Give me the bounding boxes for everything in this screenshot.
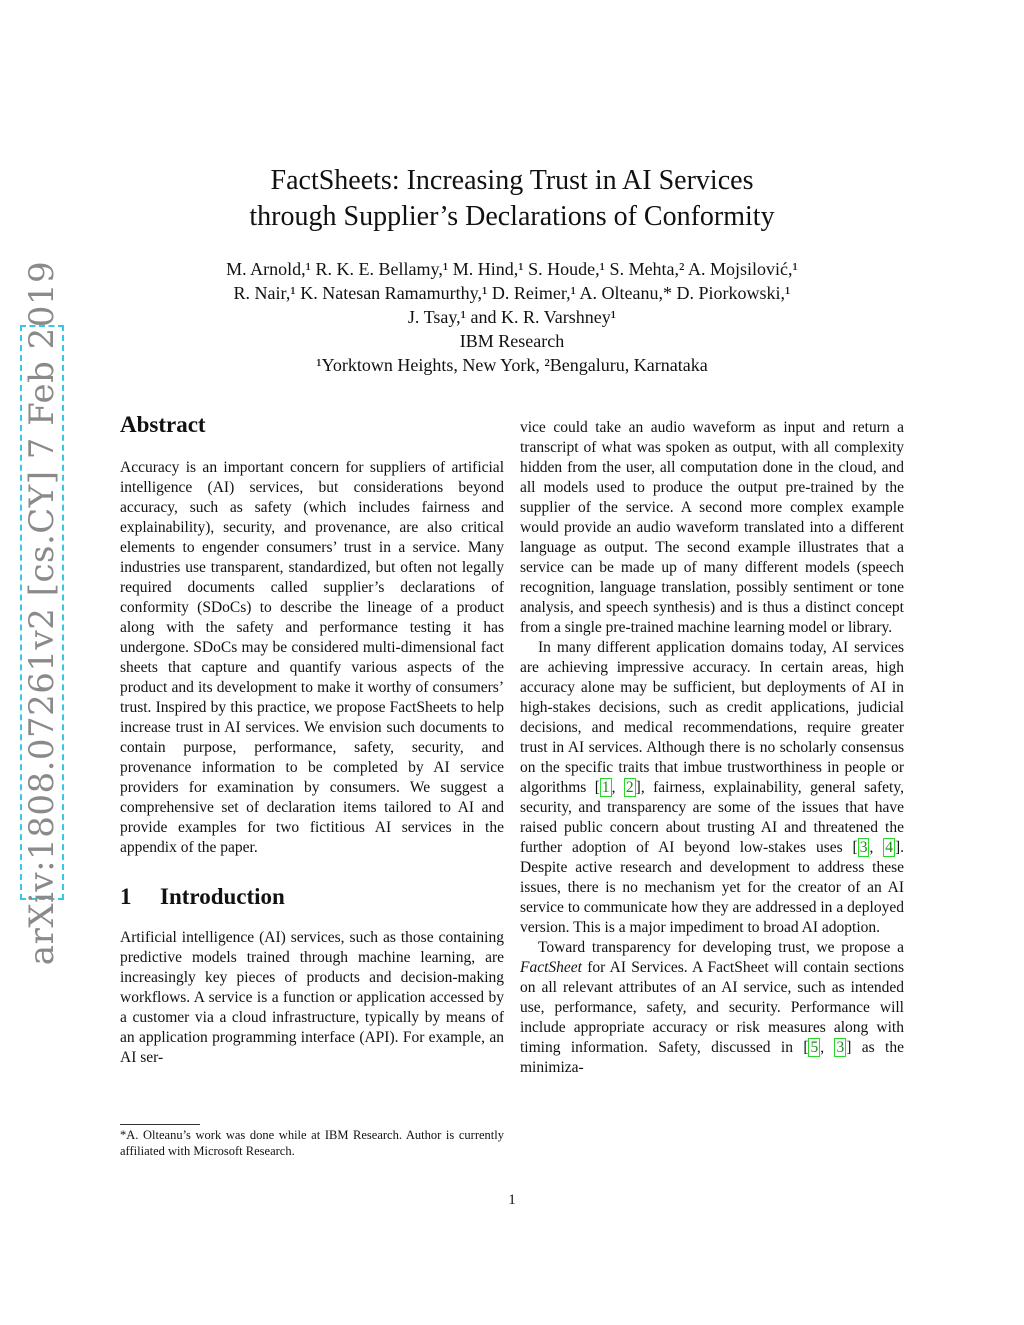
citation-link[interactable]: 1	[601, 779, 610, 796]
p2-text-b: , fairness, explainability, general safety, security, and transparency are some of the issues that have raised public concern about trusting AI and threatened the further adoption of AI beyond low-stakes uses	[520, 779, 904, 856]
intro-paragraph-1: Artificial intelligence (AI) services, such as those containing predictive models trained through machine learning, are increasingly key pieces of products and decision-making workflows. A service is a function or application accessed by a customer via a cloud infrastructure, typically by means of an application programming interface (API). For example, an AI ser-	[120, 929, 504, 1066]
page-number: 1	[508, 1192, 516, 1208]
section-number: 1	[120, 884, 132, 909]
citation-link[interactable]: 3	[836, 1039, 845, 1056]
title-line-1: FactSheets: Increasing Trust in AI Services	[270, 165, 754, 196]
affiliations: ¹Yorktown Heights, New York, ²Bengaluru, Karnataka	[316, 355, 708, 375]
right-paragraph-3: Toward transparency for developing trust, we propose a FactSheet for AI Services. A FactSheet will contain sections on all relevant attributes of an AI service, such as intended use, performance, safety, and security. Performance will include appropriate accuracy or risk measures along with timing information. Safety, discussed in [ 5 , 3 ] as the minimiza-	[520, 939, 904, 1076]
arxiv-identifier-stamp[interactable]	[20, 260, 64, 965]
intro-heading	[120, 882, 504, 912]
authors-line-1: M. Arnold,¹ R. K. E. Bellamy,¹ M. Hind,¹ S. Houde,¹ S. Mehta,² A. Mojsilović,¹	[226, 259, 798, 279]
citation-link[interactable]: 3	[859, 839, 868, 856]
abstract-heading: Abstract	[120, 412, 206, 437]
citation-link[interactable]: 5	[810, 1039, 819, 1056]
abstract-text: Accuracy is an important concern for suppliers of artificial intelligence (AI) services, but considerations beyond accuracy, such as safety (which includes fairness and explainability), security, and provenance, are also critical elements to engender consumers’ trust in a service. Many industries use transparent, standardized, but often not legally required documents called supplier’s declarations of conformity (SDoCs) to describe the lineage of a product along with the safety and performance testing it has undergone. SDoCs may be considered multi-dimensional fact sheets that capture and quantify various aspects of the product and its development to make it worthy of consumers’ trust. Inspired by this practice, we propose FactSheets to help increase trust in AI services. We envision such documents to contain purpose, performance, safety, security, and provenance information to be completed by AI service providers for examination by consumers. We suggest a comprehensive set of declaration items tailored to AI and provide examples for two fictitious AI services in the appendix of the paper.	[120, 459, 504, 856]
authors-line-2: R. Nair,¹ K. Natesan Ramamurthy,¹ D. Reimer,¹ A. Olteanu,* D. Piorkowski,¹	[233, 283, 791, 303]
p2-text-a: In many different application domains today, AI services are achieving impressive accuracy. In certain areas, high accuracy alone may be sufficient, but deployments of AI in high-stakes decisions, such as credit applications, judicial decisions, and medical recommendations, require greater trust in AI services. Although there is no scholarly consensus on the specific traits that imbue trustworthiness in people or algorithms	[520, 639, 904, 796]
footnote: *A. Olteanu’s work was done while at IBM Research. Author is currently affiliated with Microsoft Research.	[120, 1128, 504, 1158]
right-paragraph-2: In many different application domains today, AI services are achieving impressive accuracy. In certain areas, high accuracy alone may be sufficient, but deployments of AI in high-stakes decisions, such as credit applications, judicial decisions, and medical recommendations, require greater trust in AI services. Although there is no scholarly consensus on the specific traits that imbue trustworthiness in people or algorithms [ 1 , 2 ], fairness, explainability, general safety, security, and transparency are some of the issues that have raised public concern about trusting AI and threatened the further adoption of AI beyond low-stakes uses [ 3 , 4 ]. Despite active research and development to address these issues, there is no mechanism yet for the creator of an AI service to communicate how they are addressed in a deployed version. This is a major impediment to broad AI adoption.	[520, 639, 904, 936]
organization: IBM Research	[459, 331, 565, 351]
p2-text-c: . Despite active research and development to address these issues, there is no mechanism yet for the creator of an AI service to communicate how they are addressed in a deployed version. This is a major impediment to broad AI adoption.	[520, 839, 904, 936]
citation-link[interactable]: 2	[625, 779, 634, 796]
title-line-2: through Supplier’s Declarations of Conformity	[249, 201, 775, 232]
left-column	[120, 410, 504, 1068]
right-paragraph-1: vice could take an audio waveform as input and return a transcript of what was spoken as output, with all complexity hidden from the user, all computation done in the cloud, and all models used to produce the output pre-trained by the supplier of the service. A second more complex example would provide an audio waveform translated into a different language as output. The second example illustrates that a service can be made up of many different models (speech recognition, language translation, possibly sentiment or tone analysis, and speech synthesis) and is thus a distinct concept from a single pre-trained machine learning model or library.	[520, 419, 904, 636]
p3-text-a: Toward transparency for developing trust, we propose a	[538, 939, 904, 956]
paper-title	[120, 163, 904, 235]
authors-line-3: J. Tsay,¹ and K. R. Varshney¹	[407, 307, 617, 327]
citation-link[interactable]: 4	[885, 839, 893, 856]
factsheet-term: FactSheet	[520, 959, 582, 976]
footnote-divider	[120, 1124, 200, 1125]
arxiv-id-text: arXiv:1808.07261v2 [cs.CY] 7 Feb 2019	[22, 260, 62, 965]
p3-text-b: for AI Services. A FactSheet will contain sections on all relevant attributes of an AI service, such as intended use, performance, safety, and security. Performance will include appropriate accuracy or risk measures along with timing information. Safety, discussed in	[520, 959, 904, 1056]
author-block	[120, 257, 904, 377]
right-column	[520, 418, 904, 1078]
section-title: Introduction	[160, 884, 285, 909]
p3-text-c: as the minimiza-	[520, 1039, 904, 1076]
